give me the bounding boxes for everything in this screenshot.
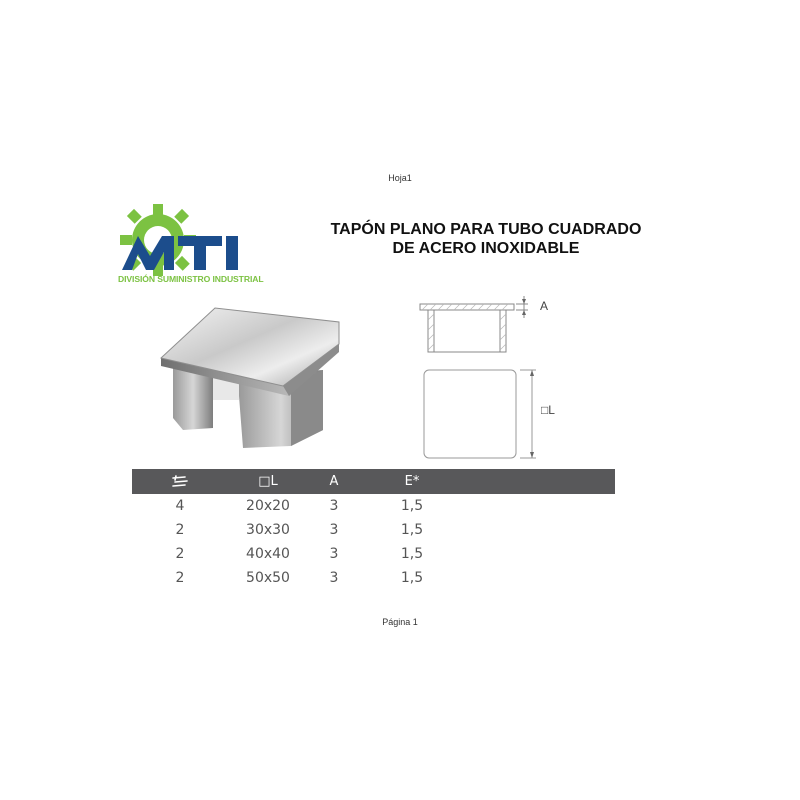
cell-size: 40x40 <box>246 546 290 562</box>
package-icon <box>171 475 189 489</box>
cell-e: 1,5 <box>400 522 424 538</box>
dimension-a-label: A <box>540 299 549 313</box>
title-line-1: TAPÓN PLANO PARA TUBO CUADRADO <box>330 221 642 238</box>
cell-size: 20x20 <box>246 498 290 514</box>
table-header <box>132 469 615 494</box>
sheet-name: Hoja1 <box>388 173 412 183</box>
header-size: □L <box>258 474 278 489</box>
table-row <box>132 518 615 542</box>
cell-e: 1,5 <box>400 498 424 514</box>
cell-size: 50x50 <box>246 570 290 586</box>
logo-caption: DIVISIÓN SUMINISTRO INDUSTRIAL <box>118 274 264 284</box>
top-view-diagram <box>412 362 562 462</box>
cell-qty: 2 <box>175 522 185 538</box>
cell-a: 3 <box>329 498 339 514</box>
header-e: E* <box>404 474 420 489</box>
cell-qty: 2 <box>175 570 185 586</box>
cell-a: 3 <box>329 522 339 538</box>
product-title <box>300 220 672 258</box>
header-a: A <box>329 474 339 489</box>
cell-qty: 4 <box>175 498 185 514</box>
table-row <box>132 566 615 590</box>
dimension-l-label: □L <box>541 403 555 417</box>
table-row <box>132 542 615 566</box>
table-row <box>132 494 615 518</box>
cell-e: 1,5 <box>400 570 424 586</box>
cell-qty: 2 <box>175 546 185 562</box>
header-pack <box>150 469 210 494</box>
product-photo <box>155 300 345 450</box>
cell-e: 1,5 <box>400 546 424 562</box>
cell-size: 30x30 <box>246 522 290 538</box>
page-number: Página 1 <box>382 617 418 627</box>
cell-a: 3 <box>329 570 339 586</box>
title-line-2: DE ACERO INOXIDABLE <box>392 240 580 257</box>
cell-a: 3 <box>329 546 339 562</box>
